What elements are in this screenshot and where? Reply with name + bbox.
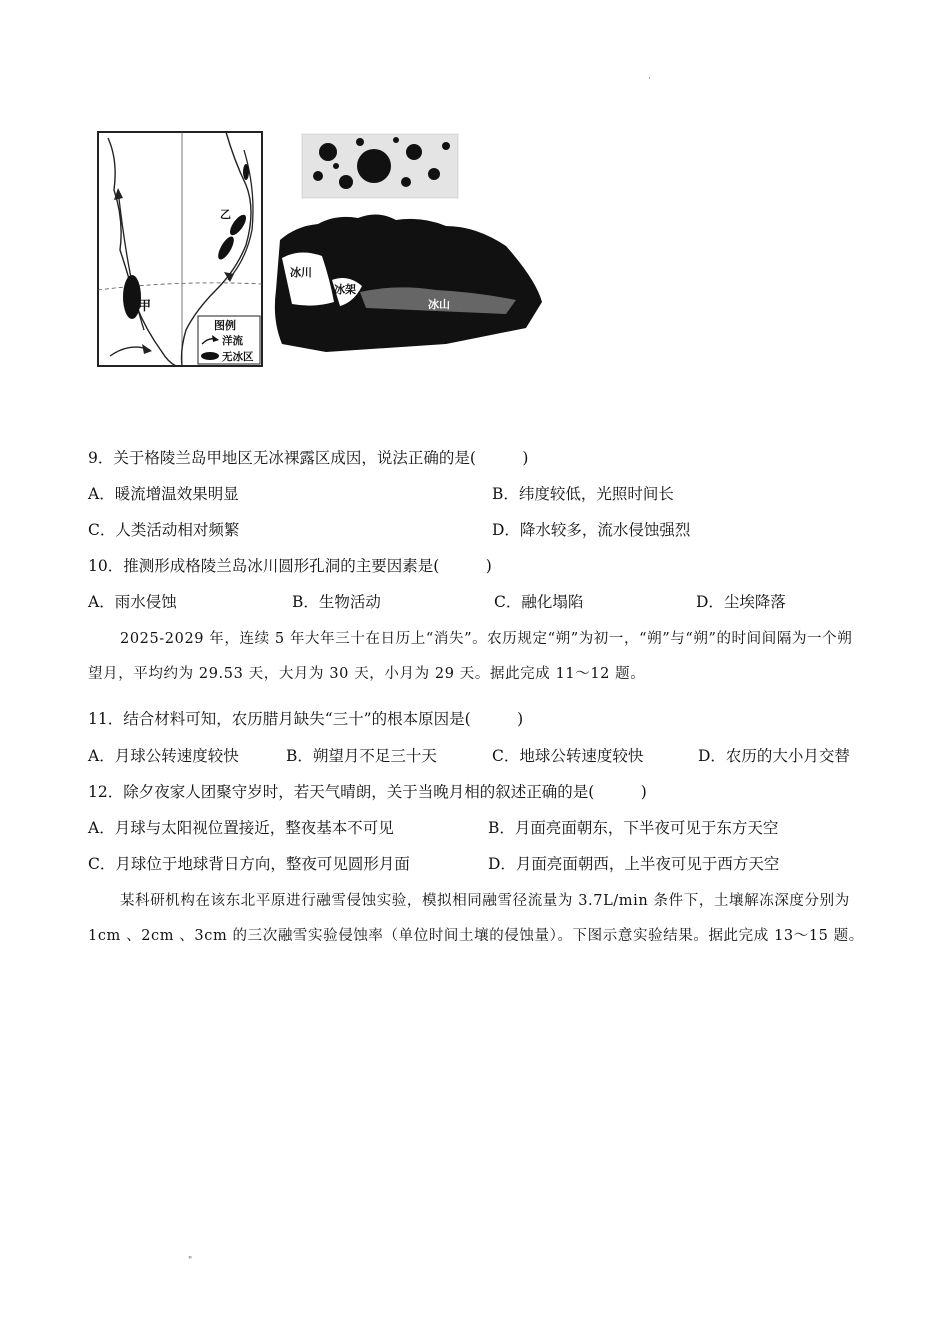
greenland-figure	[96, 130, 552, 370]
question-9-option-d[interactable]: D．降水较多，流水侵蚀强烈	[492, 521, 691, 539]
glacier-label: 冰川	[290, 267, 312, 279]
legend-title: 图例	[214, 320, 236, 332]
legend-icefree-label: 无冰区	[222, 351, 254, 363]
question-11-option-d[interactable]: D．农历的大小月交替	[698, 747, 850, 765]
question-11-option-b[interactable]: B．朔望月不足三十天	[286, 747, 437, 765]
question-12-option-d[interactable]: D．月面亮面朝西，上半夜可见于西方天空	[488, 855, 780, 873]
question-11-option-a[interactable]: A．月球公转速度较快	[88, 747, 239, 765]
question-10-option-a[interactable]: A．雨水侵蚀	[88, 593, 177, 611]
glacier-diagram	[275, 134, 542, 352]
question-10-option-d[interactable]: D．尘埃降落	[696, 593, 786, 611]
question-10-option-b[interactable]: B．生物活动	[292, 593, 381, 611]
question-9-stem: 9．关于格陵兰岛甲地区无冰裸露区成因，说法正确的是( )	[88, 449, 529, 467]
passage-11-12-text: 2025-2029 年，连续 5 年大年三十在日历上“消失”。农历规定“朔”为初一，“朔”与“朔”的时间间隔为一个朔望月，平均约为 29.53 天，大月为 30 天，小月为 29 天。据此完成 11～12 题。	[88, 631, 853, 682]
question-12-option-b[interactable]: B．月面亮面朝东，下半夜可见于东方天空	[488, 819, 779, 837]
passage-11-12	[88, 622, 866, 692]
question-12-option-a[interactable]: A．月球与太阳视位置接近，整夜基本不可见	[88, 819, 394, 837]
question-10-stem: 10．推测形成格陵兰岛冰川圆形孔洞的主要因素是( )	[88, 557, 492, 575]
question-12-stem: 12．除夕夜家人团聚守岁时，若天气晴朗，关于当晚月相的叙述正确的是( )	[88, 783, 647, 801]
legend-current-label: 洋流	[222, 335, 243, 347]
question-9-option-c[interactable]: C．人类活动相对频繁	[88, 521, 240, 539]
ice-shelf-label: 冰架	[334, 284, 356, 296]
greenland-map	[98, 132, 262, 366]
scan-dot-bottom: "	[188, 1256, 193, 1266]
iceberg-label: 冰山	[428, 299, 450, 311]
question-9-option-a[interactable]: A．暖流增温效果明显	[88, 485, 239, 503]
question-9-option-b[interactable]: B．纬度较低，光照时间长	[492, 485, 674, 503]
map-label-jia: 甲	[138, 298, 152, 313]
passage-13-15-text: 某科研机构在该东北平原进行融雪侵蚀实验，模拟相同融雪径流量为 3.7L/min 条件下，土壤解冻深度分别为 1cm 、2cm 、3cm 的三次融雪实验侵蚀率（单位时间土壤的侵蚀量）。下图示意实验结果。据此完成 13～15 题。	[88, 893, 864, 944]
question-11-option-c[interactable]: C．地球公转速度较快	[492, 747, 644, 765]
question-11-stem: 11．结合材料可知，农历腊月缺失“三十”的根本原因是( )	[88, 710, 524, 728]
question-10-option-c[interactable]: C．融化塌陷	[494, 593, 584, 611]
map-label-yi: 乙	[220, 209, 231, 221]
passage-13-15	[88, 884, 866, 954]
scan-dot-top: ·	[648, 74, 651, 84]
question-12-option-c[interactable]: C．月球位于地球背日方向，整夜可见圆形月面	[88, 855, 410, 873]
